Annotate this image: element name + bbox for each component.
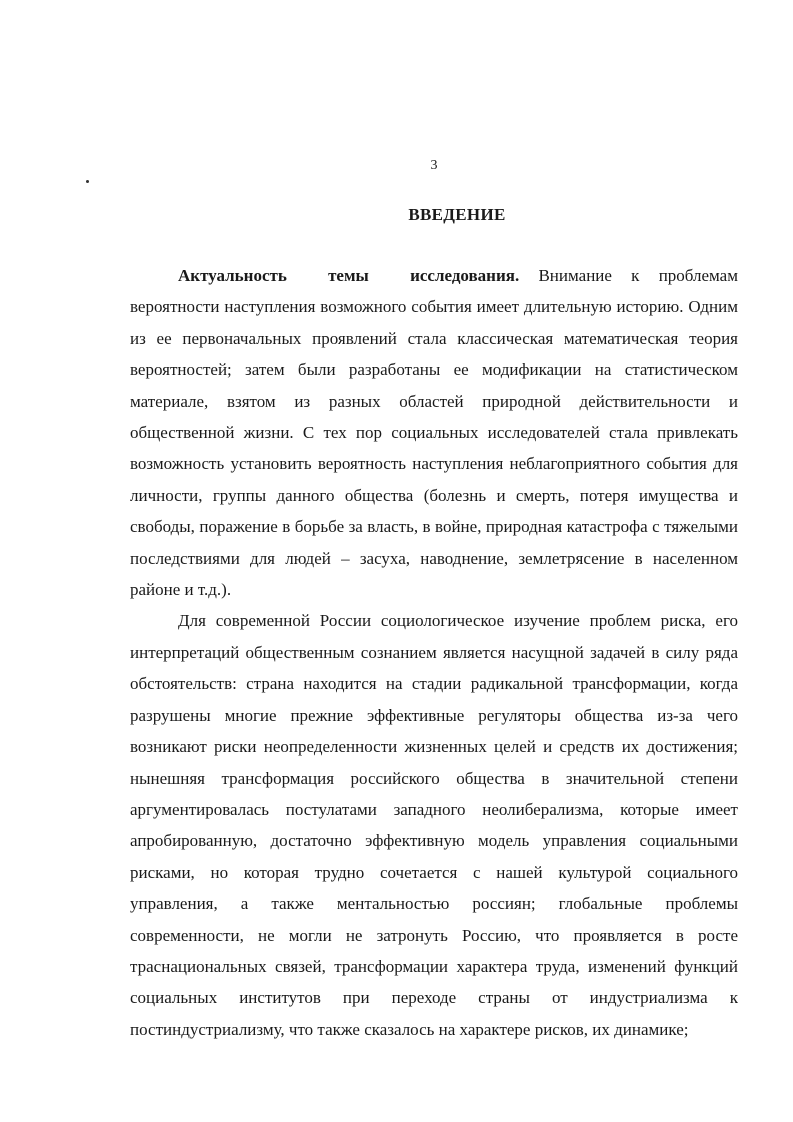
body-text	[130, 260, 738, 1045]
paragraph-text: Для современной России социологическое изучение проблем риска, его интерпретаций общественным сознанием является насущной задачей в силу ряда обстоятельств: страна находится на стадии радикальной трансформации, когда разрушены многие прежние эффективные регуляторы общества из-за чего возникают риски неопределенности жизненных целей и средств их достижения; нынешняя трансформация российского общества в значительной степени аргументировалась постулатами западного неолиберализма, которые имеет апробированную, достаточно эффективную модель управления социальными рисками, но которая трудно сочетается с нашей культурой социального управления, а также ментальностью россиян; глобальные проблемы современности, не могли не затронуть Россию, что проявляется в росте трaснациональных связей, трансформации характера труда, изменений функций социальных институтов при переходе страны от индустриализма к постиндустриализму, что также сказалось на характере рисков, их динамике;	[130, 611, 738, 1039]
scan-speck	[86, 180, 89, 183]
page-number: 3	[430, 158, 438, 173]
paragraph-russia	[130, 605, 738, 1045]
paragraph-relevance	[130, 260, 738, 605]
paragraph-text: Внимание к проблемам вероятности наступления возможного события имеет длительную историю. Одним из ее первоначальных проявлений стала классическая математическая теория вероятностей; затем были разработаны ее модификации на статистическом материале, взятом из разных областей природной действительности и общественной жизни. С тех пор социальных исследователей стала привлекать возможность установить вероятность наступления неблагоприятного события для личности, группы данного общества (болезнь и смерть, потеря имущества и свободы, поражение в борьбе за власть, в войне, природная катастрофа с тяжелыми последствиями для людей – засуха, наводнение, землетрясение в населенном районе и т.д.).	[130, 266, 738, 600]
section-heading: ВВЕДЕНИЕ	[408, 205, 506, 224]
paragraph-lead: Актуальность темы исследования.	[178, 266, 520, 285]
